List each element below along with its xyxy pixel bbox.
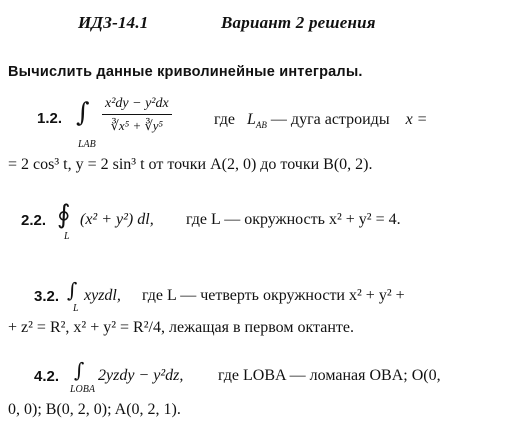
integrand: 2yzdy − y²dz, (98, 367, 184, 384)
curve-subscript: AB (255, 120, 267, 130)
equation-start: x = (405, 111, 428, 128)
contour-integral-sign: ∮ (57, 200, 71, 230)
problem-text: где L — окружность x² + y² = 4. (186, 211, 401, 228)
integrand: (x² + y²) dl, (80, 211, 154, 228)
integral-limit: L (64, 231, 70, 242)
integral-limit: LAB (78, 139, 96, 150)
document-title: ИДЗ-14.1 (78, 13, 149, 32)
problem-number: 3.2. (34, 288, 60, 305)
curve-symbol: L (247, 111, 256, 128)
fraction-denominator: ∛x⁵ + ∛y⁵ (110, 118, 164, 133)
problem-text-line2: 0, 0); B(0, 2, 0); A(0, 2, 1). (8, 401, 181, 418)
integral-sign: ∫ (67, 278, 78, 302)
problem-number: 1.2. (37, 110, 63, 127)
integrand-fraction (102, 96, 172, 134)
integral-sign: ∫ (76, 98, 90, 128)
problem-text (214, 112, 427, 130)
problem-text: где L — четверть окружности x² + y² + (142, 287, 405, 304)
problem-number: 2.2. (21, 212, 47, 229)
curve-description: — дуга астроиды (270, 111, 390, 128)
problem-text: где LOBA — ломаная OBA; O(0, (218, 367, 441, 384)
where-text: где (214, 111, 236, 128)
problem-number: 4.2. (34, 368, 60, 385)
variant-title: Вариант 2 решения (221, 13, 376, 32)
integral-limit: L (73, 303, 79, 314)
problem-text-line2: = 2 cos³ t, y = 2 sin³ t от точки A(2, 0) до точки B(0, 2). (8, 156, 373, 173)
integral-limit: LOBA (70, 384, 95, 395)
problem-text-line2: + z² = R², x² + y² = R²/4, лежащая в первом октанте. (8, 319, 354, 336)
instruction-text: Вычислить данные криволинейные интегралы. (8, 64, 363, 80)
integrand: xyzdl, (84, 287, 121, 304)
integral-sign: ∫ (74, 358, 85, 382)
fraction-numerator: x²dy − y²dx (102, 96, 172, 115)
